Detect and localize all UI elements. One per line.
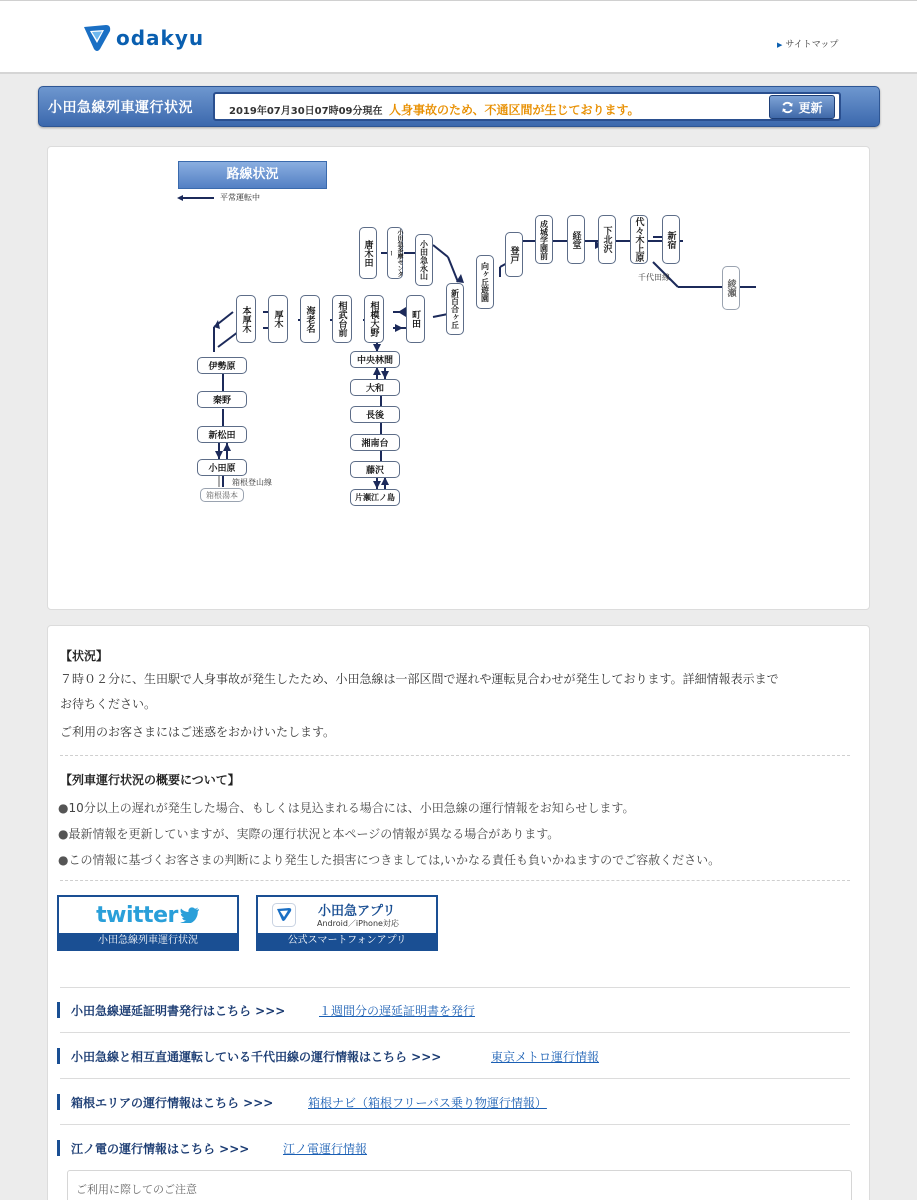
- twitter-caption: 小田急線列車運行状況: [59, 933, 237, 949]
- triangle-right-icon: ▶: [777, 41, 783, 49]
- station-ayase[interactable]: 綾瀬: [722, 266, 740, 310]
- app-caption: 公式スマートフォンアプリ: [258, 933, 436, 949]
- station-hakone-yumoto[interactable]: 箱根湯本: [200, 488, 244, 502]
- app-title: 小田急アプリ: [318, 904, 396, 919]
- station-yoyogi-uehara[interactable]: 代々木上原: [630, 215, 648, 264]
- divider: [60, 1032, 850, 1033]
- hakone-info-row: [57, 1092, 853, 1112]
- divider: [60, 1124, 850, 1125]
- row-marker: [57, 1094, 60, 1110]
- delay-certificate-link[interactable]: １週間分の遅延証明書を発行: [319, 1004, 476, 1018]
- row-label: 小田急線遅延証明書発行はこちら >>>: [71, 1004, 286, 1018]
- station-noborito[interactable]: 登戸: [505, 232, 523, 277]
- bullet-mark: ●: [58, 801, 69, 815]
- bullet-text: 最新情報を更新していますが、実際の運行状況と本ページの情報が異なる場合があります。: [68, 827, 560, 841]
- enoden-link[interactable]: 江ノ電運行情報: [283, 1142, 368, 1156]
- refresh-label: 更新: [798, 100, 823, 115]
- status-title: 小田急線列車運行状況: [48, 100, 193, 116]
- hakone-navi-link[interactable]: 箱根ナビ（箱根フリーパス乗り物運行情報）: [308, 1096, 547, 1110]
- station-yamato[interactable]: 大和: [350, 379, 400, 396]
- overview-bullet: [58, 825, 559, 842]
- station-shinmatsuda[interactable]: 新松田: [197, 426, 247, 443]
- hakone-tozan-line-label: 箱根登山線: [232, 478, 272, 487]
- status-line-3: ご利用のお客さまにはご迷惑をおかけいたします。: [60, 725, 336, 739]
- station-chogo[interactable]: 長後: [350, 406, 400, 423]
- app-banner-button[interactable]: [256, 895, 438, 951]
- twitter-banner-button[interactable]: [57, 895, 239, 951]
- row-marker: [57, 1002, 60, 1018]
- enoden-info-row: [57, 1138, 853, 1158]
- status-bar: [38, 86, 880, 127]
- notice-title: ご利用に際してのご注意: [76, 1183, 197, 1196]
- station-ebina[interactable]: 海老名: [300, 295, 320, 343]
- station-hadano[interactable]: 秦野: [197, 391, 247, 408]
- station-katase-enoshima[interactable]: 片瀬江ノ島: [350, 489, 400, 506]
- status-line-1: ７時０２分に、生田駅で人身事故が発生したため、小田急線は一部区間で遅れや運転見合わせが発生しております。詳細情報表示まで: [60, 672, 779, 686]
- refresh-icon: [781, 101, 794, 114]
- twitter-bird-icon: [180, 907, 200, 923]
- divider: [60, 987, 850, 988]
- bullet-text: この情報に基づくお客さまの判断により発生した損害につきましては,いかなる責任も負いかねますのでご容赦ください。: [68, 853, 721, 867]
- station-shimokitazawa[interactable]: 下北沢: [598, 215, 616, 264]
- row-marker: [57, 1048, 60, 1064]
- station-tama-center[interactable]: 小田急多摩センター: [387, 229, 403, 277]
- chiyoda-info-row: [57, 1046, 853, 1066]
- station-odakyu-nagayama[interactable]: 小田急永山: [415, 234, 433, 286]
- station-sagami-ono[interactable]: 相模大野: [364, 295, 384, 343]
- status-message: 人身事故のため、不通区間が生じております。: [389, 103, 640, 117]
- route-status-badge: 路線状況: [178, 161, 327, 189]
- station-sobudaimae[interactable]: 相武台前: [332, 295, 352, 343]
- station-atsugi[interactable]: 厚木: [268, 295, 288, 343]
- twitter-logo: [59, 897, 237, 933]
- station-karakida[interactable]: 唐木田: [359, 227, 377, 279]
- station-mukogaoka-yuen[interactable]: 向ヶ丘遊園: [476, 255, 494, 309]
- delay-certificate-row: [57, 1000, 853, 1020]
- overview-bullet: [58, 851, 720, 868]
- logo-text: odakyu: [116, 26, 205, 50]
- status-section-heading: 【状況】: [60, 649, 109, 663]
- station-shonandai[interactable]: 湘南台: [350, 434, 400, 451]
- chiyoda-line-label: 千代田線: [638, 273, 670, 282]
- twitter-logo-text: twitter: [96, 902, 178, 928]
- station-kyodo[interactable]: 経堂: [567, 215, 585, 264]
- status-date: 2019年07月30日07時09分現在: [229, 106, 383, 117]
- app-subtitle: Android／iPhone対応: [317, 919, 399, 928]
- station-shinyurigaoka[interactable]: 新百合ヶ丘: [446, 283, 464, 335]
- route-map-panel: [47, 146, 870, 610]
- divider: [60, 880, 850, 881]
- divider: [60, 1078, 850, 1079]
- station-chuo-rinkan[interactable]: 中央林間: [350, 351, 400, 368]
- bullet-mark: ●: [58, 827, 69, 841]
- row-label: 箱根エリアの運行情報はこちら >>>: [71, 1096, 274, 1110]
- station-fujisawa[interactable]: 藤沢: [350, 461, 400, 478]
- legend-label: 平常運転中: [220, 193, 260, 202]
- station-machida[interactable]: 町田: [406, 295, 425, 343]
- sitemap-link[interactable]: [777, 37, 838, 50]
- status-box: [213, 92, 841, 121]
- divider: [60, 755, 850, 756]
- station-hon-atsugi[interactable]: 本厚木: [236, 295, 256, 343]
- station-odawara[interactable]: 小田原: [197, 459, 247, 476]
- tokyo-metro-link[interactable]: 東京メトロ運行情報: [491, 1050, 600, 1064]
- status-line-2: お待ちください。: [60, 697, 157, 711]
- odakyu-logo-icon: [82, 23, 112, 53]
- bullet-text: 10分以上の遅れが発生した場合、もしくは見込まれる場合には、小田急線の運行情報をお知らせします。: [68, 801, 635, 815]
- notice-box: [67, 1170, 852, 1200]
- odakyu-logo[interactable]: [82, 23, 204, 53]
- station-isehara[interactable]: 伊勢原: [197, 357, 247, 374]
- sitemap-label: サイトマップ: [785, 40, 839, 50]
- overview-bullet: [58, 799, 634, 816]
- overview-section-heading: 【列車運行状況の概要について】: [60, 773, 240, 787]
- info-panel: [47, 625, 870, 1200]
- row-label: 小田急線と相互直通運転している千代田線の運行情報はこちら >>>: [71, 1050, 442, 1064]
- station-seijogakuen[interactable]: 成城学園前: [535, 215, 553, 264]
- row-marker: [57, 1140, 60, 1156]
- row-label: 江ノ電の運行情報はこちら >>>: [71, 1142, 250, 1156]
- refresh-button[interactable]: [769, 95, 835, 119]
- track-lines: [48, 147, 871, 611]
- bullet-mark: ●: [58, 853, 69, 867]
- station-shinjuku[interactable]: 新宿: [662, 215, 680, 264]
- top-header: [0, 0, 917, 74]
- app-icon: [272, 903, 296, 927]
